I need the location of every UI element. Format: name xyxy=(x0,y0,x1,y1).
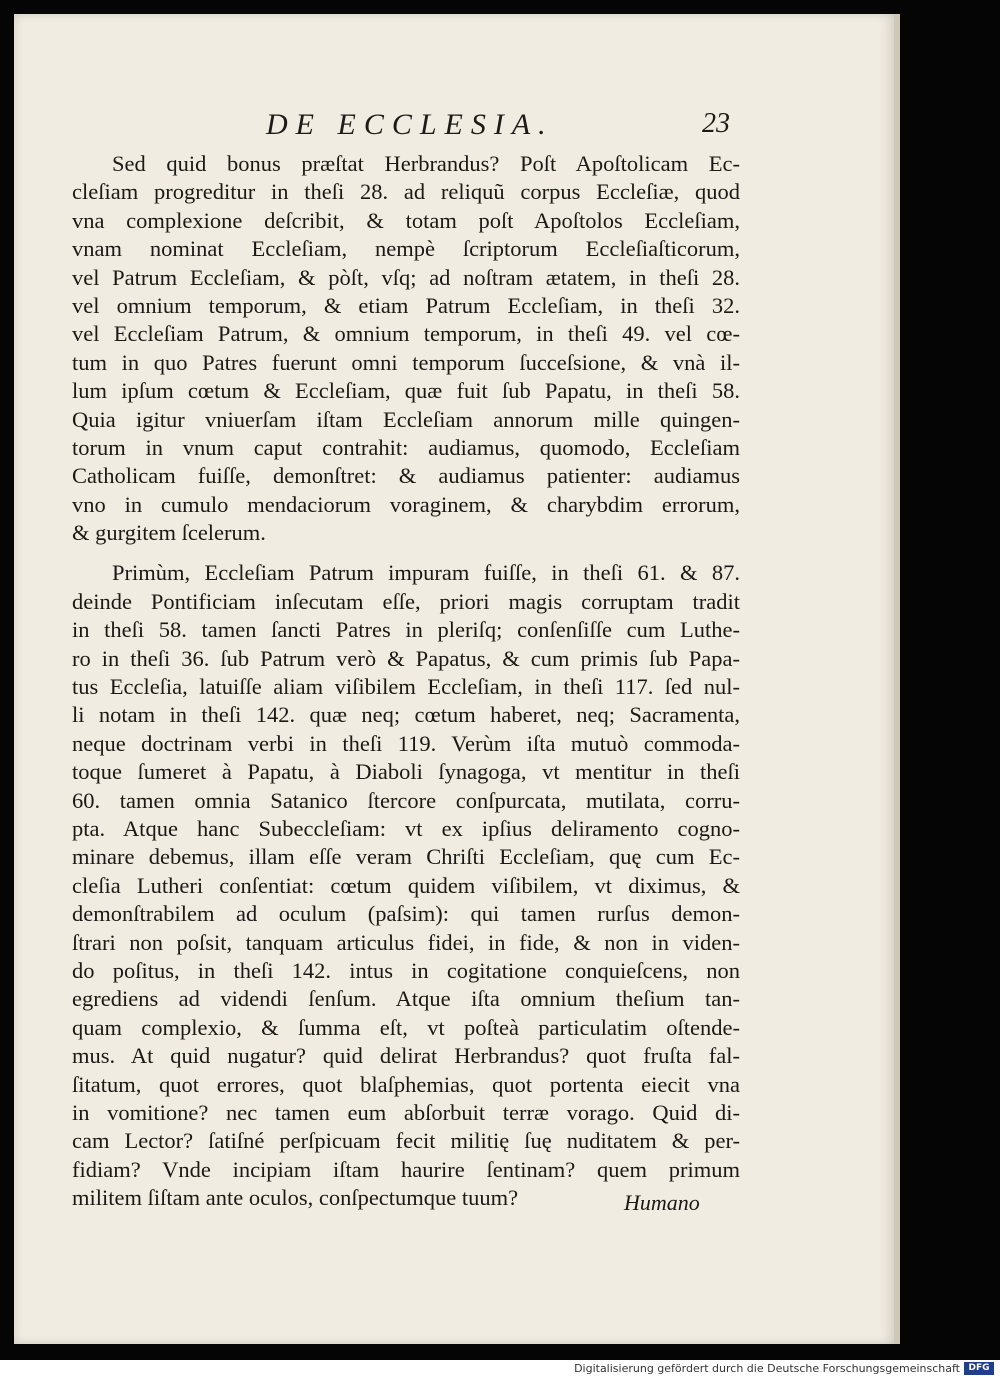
text-line: mus. At quid nugatur? quid delirat Herbrandus? quot fruſta fal- xyxy=(72,1043,740,1069)
text-line: vel Patrum Eccleſiam, & pòſt, vſq; ad noſtram ætatem, in theſi 28. xyxy=(72,264,740,290)
running-title: DE ECCLESIA. xyxy=(266,108,554,141)
text-line: in vomitione? nec tamen eum abſorbuit terræ vorago. Quid di- xyxy=(72,1099,740,1125)
text-line: lum ipſum cœtum & Eccleſiam, quæ fuit ſub Papatu, in theſi 58. xyxy=(72,378,740,404)
catchword: Humano xyxy=(624,1190,700,1215)
text-line: vna complexione deſcribit, & totam poſt Apoſtolos Eccleſiam, xyxy=(72,207,740,233)
text-line: vnam nominat Eccleſiam, nempè ſcriptorum Eccleſiaſticorum, xyxy=(72,236,740,262)
text-line: 60. tamen omnia Satanico ſtercore conſpurcata, mutilata, corru- xyxy=(72,787,740,813)
text-line: vno in cumulo mendaciorum voraginem, & charybdim errorum, xyxy=(72,491,740,517)
text-line: tus Eccleſia, latuiſſe aliam viſibilem Eccleſiam, in theſi 117. ſed nul- xyxy=(72,674,740,700)
text-line: pta. Atque hanc Subeccleſiam: vt ex ipſius deliramento cogno- xyxy=(72,815,740,841)
text-line: torum in vnum caput contrahit: audiamus, quomodo, Eccleſiam xyxy=(72,434,740,460)
text-line: egrediens ad videndi ſenſum. Atque iſta omnium theſium tan- xyxy=(72,986,740,1012)
text-line: Primùm, Eccleſiam Patrum impuram fuiſſe, in theſi 61. & 87. xyxy=(112,560,740,586)
text-line: Sed quid bonus præſtat Herbrandus? Poſt Apoſtolicam Ec- xyxy=(112,151,740,176)
page-number: 23 xyxy=(702,108,730,139)
body-text xyxy=(72,150,740,1212)
text-line: quam complexio, & ſumma eſt, vt poſteà particulatim oſtende- xyxy=(72,1014,740,1040)
text-line: Quia igitur vniuerſam iſtam Eccleſiam annorum mille quingen- xyxy=(72,406,740,432)
running-head xyxy=(14,108,894,148)
footer-credit: Digitalisierung gefördert durch die Deutsche Forschungsgemeinschaft xyxy=(574,1362,960,1375)
text-line: demonſtrabilem ad oculum (paſsim): qui tamen rurſus demon- xyxy=(72,901,740,927)
text-line: fidiam? Vnde incipiam iſtam haurire ſentinam? quem primum xyxy=(72,1156,740,1182)
page-edge xyxy=(894,14,900,1344)
text-line: minare debemus, illam eſſe veram Chriſti Eccleſiam, quę cum Ec- xyxy=(72,844,740,870)
text-line: cam Lector? ſatiſné perſpicuam fecit militię ſuę nuditatem & per- xyxy=(72,1128,740,1154)
text-line: deinde Pontificiam inſecutam eſſe, priori magis corruptam tradit xyxy=(72,588,740,614)
text-line: vel omnium temporum, & etiam Patrum Eccleſiam, in theſi 32. xyxy=(72,292,740,318)
text-line: & gurgitem ſcelerum. xyxy=(72,520,266,546)
text-line: ro in theſi 36. ſub Patrum verò & Papatus, & cum primis ſub Papa- xyxy=(72,645,740,671)
dfg-logo-icon: DFG xyxy=(964,1362,994,1375)
text-line: militem ſiſtam ante oculos, conſpectumque tuum? xyxy=(72,1185,519,1211)
footer-bar xyxy=(0,1360,1000,1378)
text-line: ſitatum, quot errores, quot blaſphemias, quot portenta eiecit vna xyxy=(72,1071,740,1097)
text-line: cleſiam progreditur in theſi 28. ad reliquũ corpus Eccleſiæ, quod xyxy=(72,179,740,205)
text-line: in theſi 58. tamen ſancti Patres in pleriſq; conſenſiſſe cum Luthe- xyxy=(72,617,740,643)
text-line: vel Eccleſiam Patrum, & omnium temporum, in theſi 49. vel cœ- xyxy=(72,321,740,347)
text-line: neque doctrinam verbi in theſi 119. Verùm iſta mutuò commoda- xyxy=(72,730,740,756)
paragraph-gap xyxy=(72,547,740,559)
text-line: ſtrari non poſsit, tanquam articulus fidei, in fide, & non in viden- xyxy=(72,929,740,955)
text-line: cleſia Lutheri conſentiat: cœtum quidem viſibilem, vt diximus, & xyxy=(72,872,740,898)
text-line: toque ſumeret à Papatu, à Diaboli ſynagoga, vt mentitur in theſi xyxy=(72,759,740,785)
text-line: Catholicam fuiſſe, demonſtret: & audiamus patienter: audiamus xyxy=(72,463,740,489)
text-line: li notam in theſi 142. quæ neq; cœtum haberet, neq; Sacramenta, xyxy=(72,702,740,728)
book-page xyxy=(14,14,894,1344)
paragraph-2 xyxy=(72,559,740,1212)
paragraph-1 xyxy=(72,150,740,547)
text-line: do poſitus, in theſi 142. intus in cogitatione conquieſcens, non xyxy=(72,957,740,983)
text-line: tum in quo Patres fuerunt omni temporum ſucceſsione, & vnà il- xyxy=(72,349,740,375)
